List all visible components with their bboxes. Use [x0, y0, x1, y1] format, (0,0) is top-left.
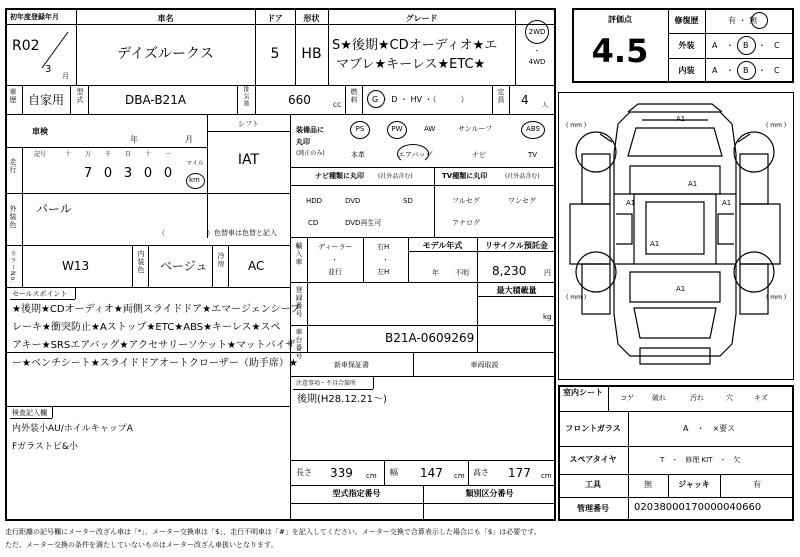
navi-label: ナビ種類に丸印	[315, 172, 364, 180]
max-load-unit: kg	[543, 313, 552, 321]
displacement-unit: CC	[333, 102, 342, 109]
divider	[212, 245, 213, 287]
odometer-digit: 0	[143, 166, 153, 181]
condition-table	[558, 385, 794, 521]
car-name-label: 車名	[157, 14, 174, 23]
month-unit: 月	[62, 72, 69, 80]
exterior-grade-c: C	[774, 41, 780, 50]
interior-color-value: ベージュ	[160, 259, 208, 273]
height-value: 177	[508, 466, 531, 480]
divider	[5, 24, 556, 25]
equip-ps: PS	[355, 125, 365, 133]
grade-label: グレード	[405, 14, 438, 23]
km-unit: km	[189, 176, 200, 184]
import-parallel: 並行	[328, 268, 342, 276]
notes-label: 注意事項・不具合箇所	[296, 380, 357, 387]
exterior-color-value: パール	[36, 202, 72, 216]
exterior-grade-b: B	[743, 41, 749, 50]
model-year-unknown: 不明	[455, 269, 469, 277]
damage-mark: A1	[626, 199, 636, 207]
digit-label: 十	[64, 151, 71, 158]
recycle-label: リサイクル預託金	[485, 241, 548, 250]
car-name: デイズルークス	[117, 46, 214, 62]
navi-dvd: DVD	[345, 197, 361, 205]
odometer-digit: 7	[83, 166, 93, 181]
windshield-value: A ・ ×要ス	[683, 424, 736, 433]
odometer-digit: 0	[103, 166, 113, 181]
equipment-label: 装備品に	[296, 126, 324, 134]
interior-grade-b: B	[743, 66, 749, 75]
divider	[515, 8, 516, 85]
divider	[70, 85, 71, 114]
sales-line: ー★ベンチシート★スライドドアオートクローザー（助手席）★	[12, 358, 298, 369]
check-label: 検査記入欄	[12, 409, 47, 417]
divider	[293, 389, 373, 390]
import-dealer: ディーラー	[318, 243, 353, 251]
color-no-value: W13	[62, 259, 90, 273]
exterior-grade-a: A	[712, 41, 718, 50]
equip-aw: AW	[424, 125, 436, 133]
max-load-label: 最大積載量	[496, 286, 537, 295]
spare-label: スペアタイヤ	[569, 455, 617, 464]
equipment-label: 丸印	[296, 138, 310, 146]
displacement-value: 660	[288, 93, 311, 107]
equipment-note: (純正のみ)	[296, 150, 325, 157]
divider	[255, 85, 256, 114]
equip-navi: ナビ	[472, 151, 486, 159]
tv-label: TV種類に丸印	[442, 172, 488, 180]
navi-cd: CD	[308, 219, 319, 227]
drive-4wd: 4WD	[528, 58, 546, 66]
first-reg-month: 3	[45, 64, 52, 75]
check-line: Fガラストビ&小	[12, 442, 78, 452]
divider	[477, 296, 556, 297]
model-label: 型式	[76, 88, 84, 104]
door-label: ドア	[267, 14, 283, 23]
divider	[10, 418, 52, 419]
grade-line2: マブレ★キーレス★ETC★	[336, 57, 486, 72]
width-value: 147	[420, 466, 443, 480]
damage-mark: A1	[722, 199, 732, 207]
sales-points-label: セールスポイント	[12, 290, 68, 298]
digit-label: 千	[104, 151, 111, 158]
drive-2wd: 2WD	[528, 28, 546, 36]
divider	[237, 85, 238, 114]
separator: ・	[758, 41, 766, 50]
navi-sub: (社外品含む)	[378, 173, 413, 180]
repair-circle	[751, 12, 768, 29]
length-label: 長さ	[296, 468, 312, 477]
divider	[22, 85, 23, 114]
divider	[307, 237, 308, 282]
notes-value: 後期(H28.12.21〜)	[297, 394, 387, 405]
divider	[290, 325, 556, 326]
repair-label: 修復歴	[674, 16, 699, 25]
tools-label: 工具	[585, 480, 601, 489]
interior-circle	[737, 61, 756, 80]
shape-label: 形状	[303, 14, 320, 23]
divider	[628, 411, 629, 521]
divider	[10, 299, 75, 300]
score-label: 評価点	[608, 15, 632, 24]
divider	[5, 193, 290, 194]
height-unit: cm	[541, 472, 552, 480]
divider	[207, 131, 290, 132]
sales-line: ★後期★CDオーディオ★両側スライドドア★エマージェンシーブ	[12, 304, 300, 315]
divider	[509, 85, 510, 114]
import-label: 輸入車	[295, 242, 303, 266]
divider	[558, 497, 794, 498]
fuel-label: 燃料	[350, 88, 358, 104]
divider	[22, 193, 23, 245]
tv-analog: アナログ	[452, 219, 480, 227]
width-label: 幅	[390, 468, 398, 477]
shape-value: HB	[301, 46, 322, 62]
divider	[668, 33, 794, 34]
damage-mark: A1	[676, 115, 686, 123]
digit-label: 百	[124, 151, 131, 158]
divider	[5, 114, 556, 115]
shift-value: IAT	[237, 152, 260, 168]
divider	[75, 287, 76, 299]
divider	[290, 282, 556, 283]
check-line: 内外装小AU/ホイルキャップA	[12, 424, 133, 434]
exterior-label: 外装	[678, 41, 695, 50]
capacity-label: 定員	[497, 88, 505, 104]
divider	[558, 474, 794, 475]
import-dot: ・	[331, 256, 338, 264]
model-year-label: モデル年式	[422, 241, 463, 250]
equip-tv: TV	[528, 151, 538, 159]
model-year-unit: 年	[432, 269, 439, 277]
height-label: 高さ	[473, 468, 489, 477]
divider	[290, 114, 291, 352]
color-no-label: カラーNo.	[9, 250, 16, 284]
divider	[22, 147, 23, 193]
fuel-value: G ・ D ・ HV ・（ ）	[372, 95, 469, 104]
interior-color-label: 内装色	[137, 250, 145, 274]
divider	[384, 460, 385, 485]
ac-value: AC	[248, 259, 265, 273]
divider	[88, 85, 89, 114]
shift-label: シフト	[238, 120, 259, 128]
footer-line1: 走行距離の記号欄にメーター改ざん車は「*」、メーター交換車は「$」、走行不明車は「#」を記入してください。メーター交換で合算表示した場合にも「$」は必要です。	[5, 528, 541, 536]
drive-dot: ・	[533, 47, 541, 55]
divider	[468, 460, 469, 485]
divider	[608, 385, 609, 411]
cabin-hole: 穴	[726, 394, 733, 402]
cabin-tear: 破れ	[652, 394, 666, 402]
first-reg-label: 初年度登録年月	[10, 13, 59, 21]
divider	[5, 352, 556, 353]
divider	[492, 85, 493, 114]
divider	[307, 282, 308, 352]
designation-label: 型式指定番号	[332, 489, 381, 498]
divider	[290, 352, 291, 460]
divider	[228, 245, 229, 287]
divider	[705, 8, 706, 83]
inspection-year: 年	[130, 135, 138, 144]
navi-dvd-play: DVD再生可	[345, 219, 382, 227]
recycle-value: 8,230	[492, 264, 527, 278]
mm-label: ( mm )	[566, 122, 587, 129]
inspection-label: 車検	[32, 127, 48, 136]
sales-line: レーキ★衝突防止★Aストップ★ETC★ABS★キーレス★スペ	[12, 322, 281, 333]
length-unit: cm	[366, 472, 377, 480]
digit-label: 一	[164, 151, 171, 158]
interior-grade-a: A	[712, 66, 718, 75]
tv-oneseg: ワンセグ	[508, 197, 536, 205]
jack-label: ジャッキ	[678, 480, 710, 489]
equip-pw: PW	[391, 125, 403, 133]
import-dot: ・	[382, 256, 389, 264]
history-label: 車歴	[9, 88, 17, 104]
divider	[362, 85, 363, 114]
mm-label: ( mm )	[766, 122, 787, 129]
import-right: 右H	[377, 243, 390, 251]
divider	[363, 237, 364, 282]
spare-value: T ・ 修理 KIT ・ 欠	[660, 456, 741, 464]
divider	[290, 376, 556, 377]
equip-sunroof: サンルーフ	[458, 125, 493, 133]
cabin-burn: コゲ	[620, 394, 634, 402]
vehicle-manual: 車両取説	[470, 361, 499, 369]
mm-label: ( mm )	[766, 294, 787, 301]
grade-line1: S★後期★CDオーディオ★エ	[332, 38, 498, 53]
equip-leather: 本革	[351, 151, 365, 159]
width-unit: cm	[454, 472, 465, 480]
model-value: DBA-B21A	[125, 93, 187, 107]
history-value: 自家用	[28, 93, 65, 107]
navi-hdd: HDD	[306, 197, 323, 205]
import-left: 左H	[377, 268, 390, 276]
chassis-value: B21A-0609269	[385, 331, 475, 345]
exterior-color-label: 外装色	[9, 205, 17, 229]
capacity-unit: 人	[542, 102, 549, 109]
tv-sub: (社外品含む)	[505, 173, 540, 180]
damage-mark: A1	[688, 180, 698, 188]
repair-value: 有 ・ 無	[728, 16, 758, 25]
windshield-label: フロントガラス	[565, 424, 621, 433]
divider	[373, 376, 374, 389]
length-value: 339	[330, 466, 353, 480]
divider	[290, 237, 556, 238]
interior-grade-label: 内装	[678, 66, 695, 75]
sales-line: アキー★SRSエアバッグ★アクセサリーソケット★マットバイザ	[12, 340, 296, 351]
cabin-label: 室内シート	[563, 388, 603, 397]
score-value: 4.5	[591, 32, 649, 70]
cabin-stain: 汚れ	[690, 394, 704, 402]
navi-sd: SD	[403, 197, 413, 205]
cabin-scratch: キズ	[754, 394, 768, 402]
odometer-digits	[58, 148, 183, 192]
mm-label: ( mm )	[566, 294, 587, 301]
first-reg-year: R02	[12, 38, 40, 54]
equip-airbag: エアバッグ	[398, 151, 433, 159]
odometer-digit: 3	[123, 166, 133, 181]
capacity-value: 4	[521, 93, 529, 107]
divider	[132, 245, 133, 287]
exterior-circle	[737, 36, 756, 55]
jack-value: 有	[753, 480, 761, 489]
digit-label: 万	[84, 151, 91, 158]
divider	[558, 411, 794, 412]
divider	[148, 245, 149, 287]
door-value: 5	[270, 46, 280, 62]
divider	[668, 58, 794, 59]
divider	[52, 406, 53, 418]
separator: ・	[726, 41, 734, 50]
mileage-code-label: 記号	[34, 151, 47, 158]
recycle-unit: 円	[544, 269, 551, 277]
tools-value: 無	[644, 480, 652, 489]
color-change-note: （ ）色替車は色替と記入	[158, 229, 277, 237]
divider	[434, 167, 435, 237]
new-car-warranty: 新車保証書	[334, 361, 369, 369]
mile-unit: マイル	[186, 160, 204, 167]
separator: ・	[726, 66, 734, 75]
divider	[207, 114, 208, 238]
footer-line2: ただ、メーター交換の条件を満たしていないものはメーター改ざん車扱いとなります。	[5, 541, 278, 549]
ac-label: 冷房	[217, 252, 225, 268]
mgmt-value: 0203800017000004066​0	[634, 502, 762, 513]
divider	[558, 446, 794, 447]
digit-label: 十	[144, 151, 151, 158]
divider	[408, 251, 556, 252]
displacement-label: 排気量	[242, 86, 249, 107]
separator: ・	[758, 66, 766, 75]
class-label: 類別区分番号	[465, 489, 514, 498]
divider	[5, 287, 290, 288]
interior-grade-c: C	[774, 66, 780, 75]
inspection-month: 月	[185, 135, 193, 144]
divider	[290, 460, 556, 461]
car-diagram	[560, 94, 792, 378]
equip-abs: ABS	[526, 125, 540, 133]
odometer-digit: 0	[163, 166, 173, 181]
divider	[5, 406, 290, 407]
registration-label: 登録番号	[295, 286, 303, 318]
chassis-label: 車台番号	[295, 328, 303, 360]
divider	[345, 85, 346, 114]
mileage-label: 走行	[9, 158, 17, 174]
damage-mark: A1	[676, 285, 686, 293]
damage-mark: A1	[650, 240, 660, 248]
divider	[290, 185, 556, 186]
mgmt-label: 管理番号	[577, 504, 609, 513]
divider	[22, 245, 23, 287]
tv-fullseg: フルセグ	[452, 197, 480, 205]
divider	[290, 167, 556, 168]
